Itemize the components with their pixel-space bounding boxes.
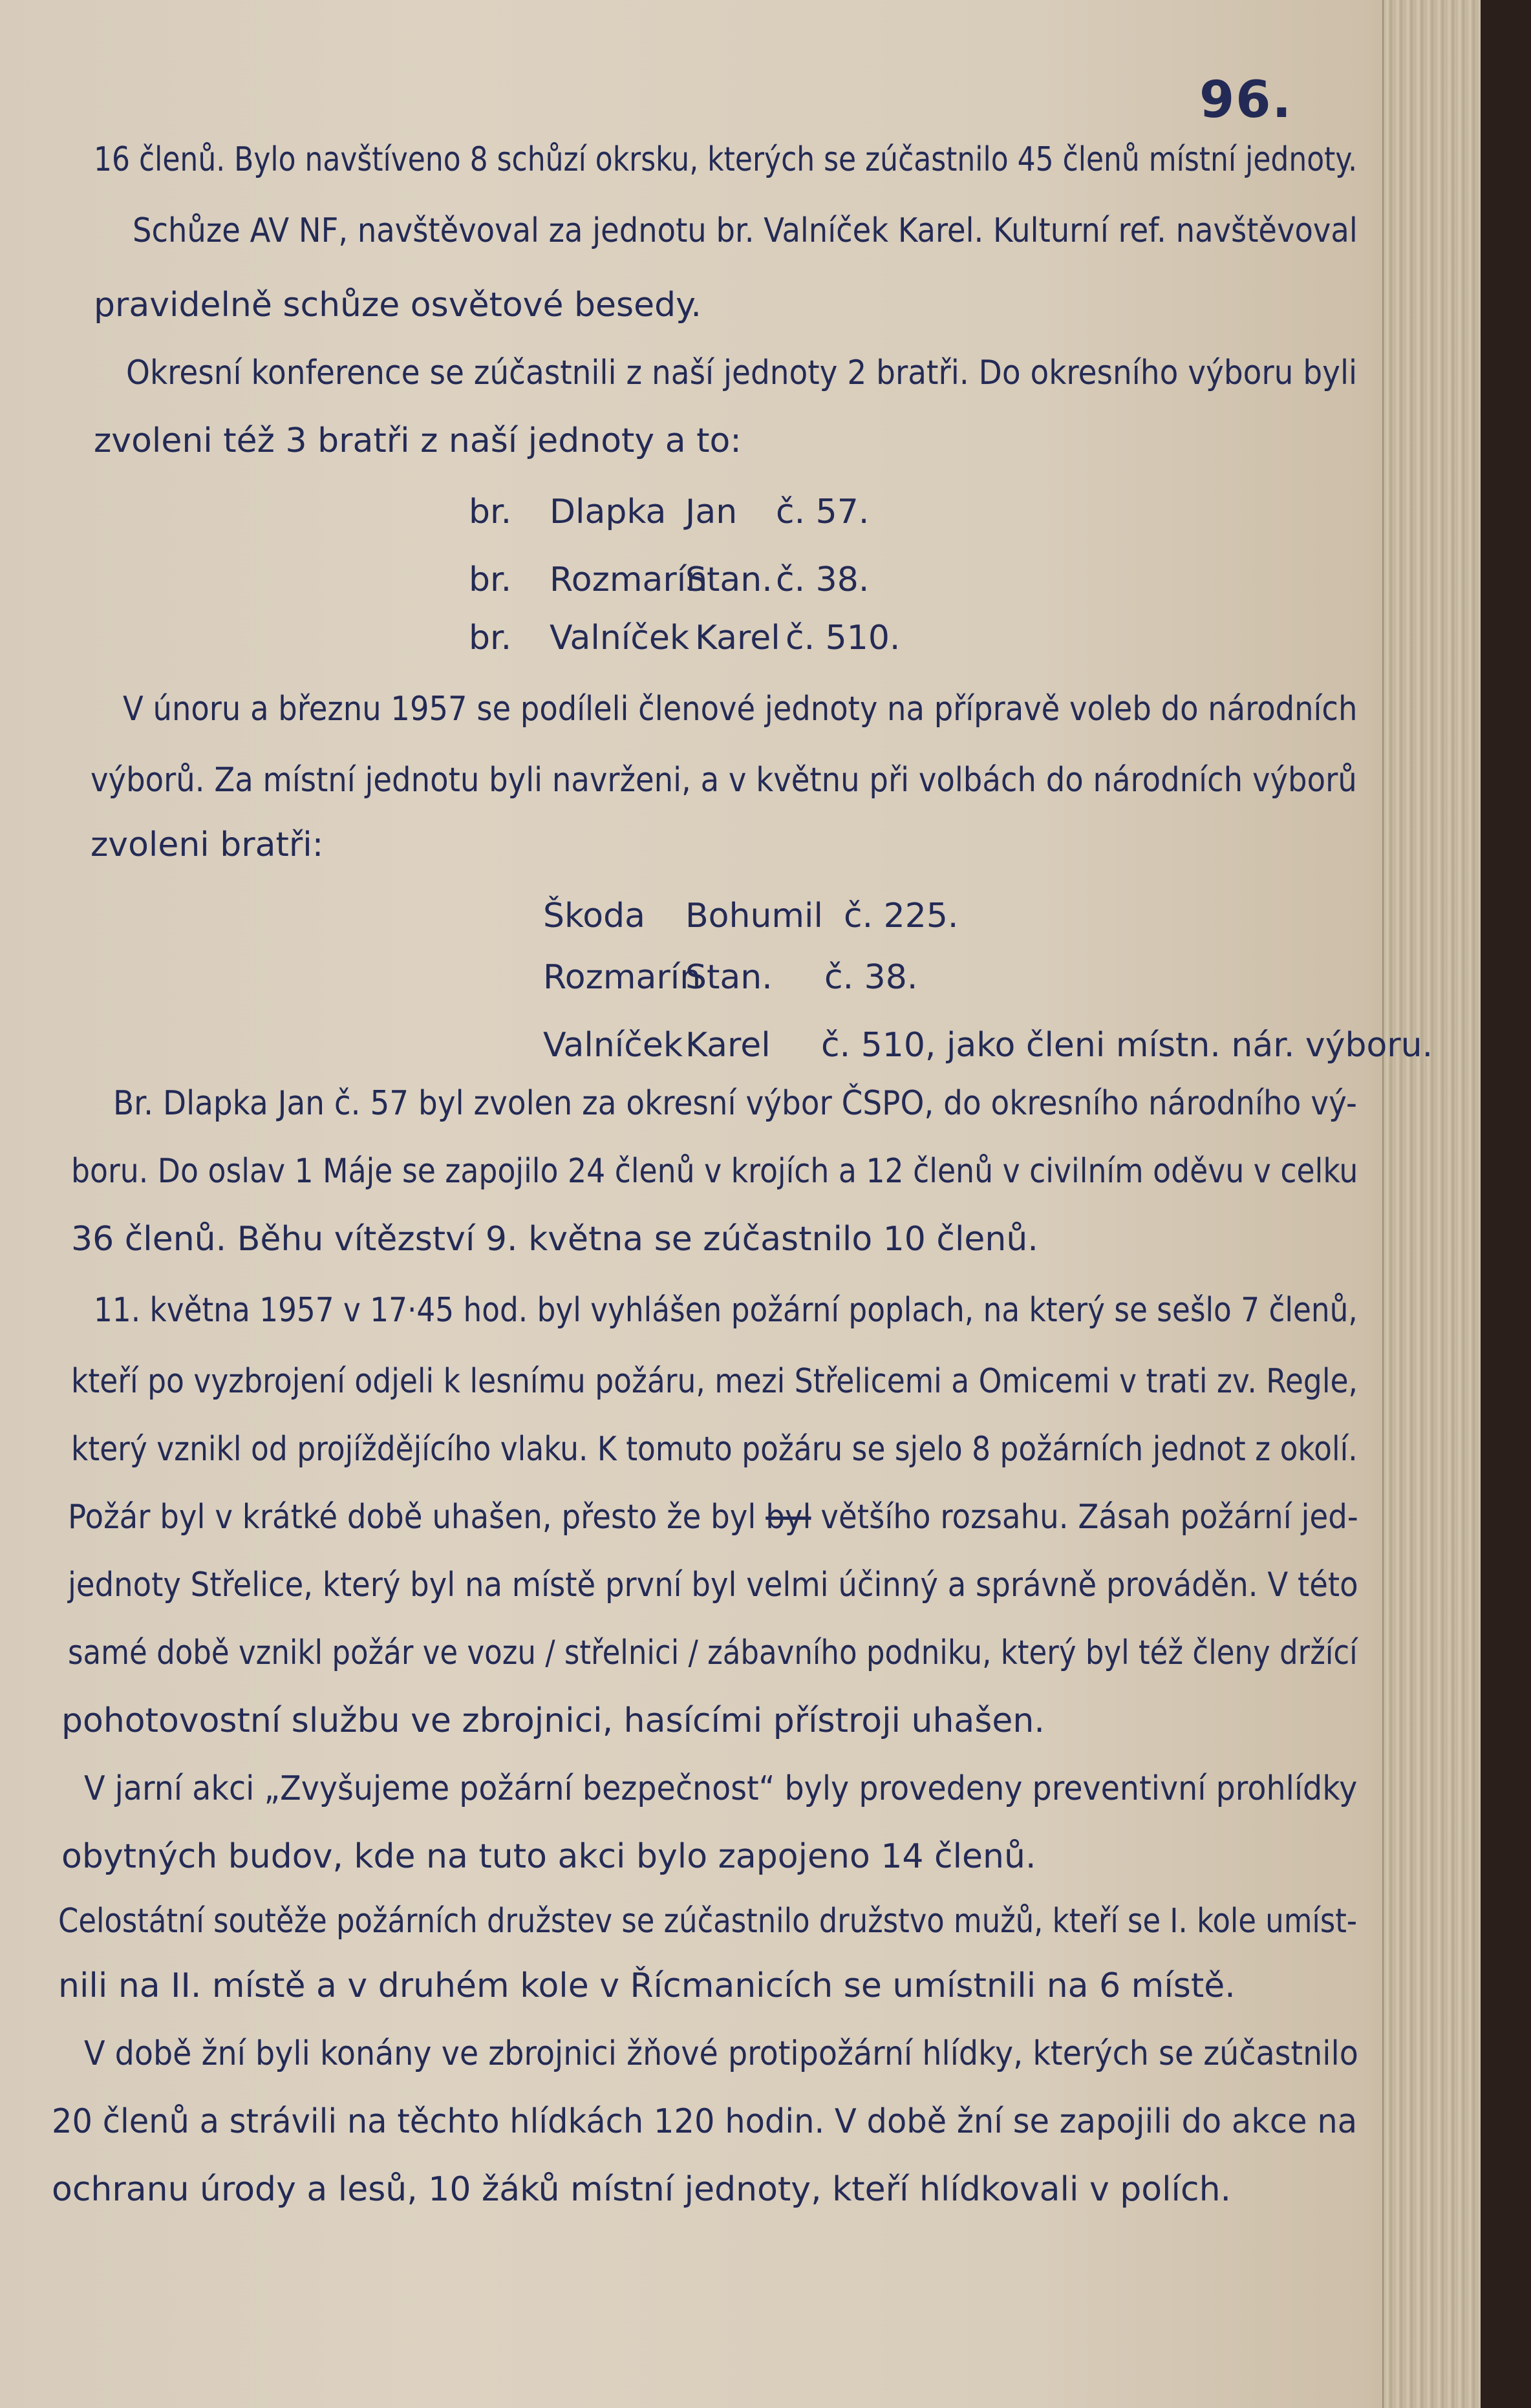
list-firstname: Karel xyxy=(685,1026,771,1065)
text-fragment: Požár byl v krátké době uhašen, přesto že byl xyxy=(68,1498,756,1537)
list-number: č. 38. xyxy=(824,958,918,997)
text-fragment: většího rozsahu. Zásah požární jed- xyxy=(820,1498,1358,1537)
list-title: br. xyxy=(469,560,512,599)
list-firstname: Jan xyxy=(685,493,738,531)
list-firstname: Karel xyxy=(695,619,780,657)
page-number: 96. xyxy=(1199,71,1293,129)
text-line: zvoleni bratři: xyxy=(91,826,324,864)
text-line: ochranu úrody a lesů, 10 žáků místní jednoty, kteří hlídkovali v polích. xyxy=(52,2170,1232,2209)
list-number: č. 57. xyxy=(776,493,870,531)
list-surname: Škoda xyxy=(543,897,645,935)
text-line: zvoleni též 3 bratři z naší jednoty a to: xyxy=(94,421,742,460)
text-line: V jarní akci „Zvyšujeme požární bezpečnost“ byly provedeny preventivní prohlídky xyxy=(84,1769,1358,1808)
text-line: Celostátní soutěže požárních družstev se zúčastnilo družstvo mužů, kteří se I. kole umíst- xyxy=(58,1902,1358,1941)
text-line: V únoru a březnu 1957 se podíleli členové jednoty na přípravě voleb do národních xyxy=(123,690,1358,729)
list-surname: Dlapka xyxy=(550,493,667,531)
text-line: nili na II. místě a v druhém kole v Řícmanicích se umístnili na 6 místě. xyxy=(58,1966,1236,2005)
list-number: č. 225. xyxy=(844,897,959,935)
text-line: 11. května 1957 v 17·45 hod. byl vyhlášen požární poplach, na který se sešlo 7 členů, xyxy=(94,1291,1358,1330)
text-line: 16 členů. Bylo navštíveno 8 schůzí okrsku, kterých se zúčastnilo 45 členů místní jednoty. xyxy=(94,140,1358,179)
text-line xyxy=(68,1497,1358,1538)
list-surname: Valníček xyxy=(550,619,689,657)
list-surname: Rozmarín xyxy=(543,958,701,997)
list-number: č. 510, jako členi místn. nár. výboru. xyxy=(821,1026,1433,1065)
text-line: který vznikl od projíždějícího vlaku. K tomuto požáru se sjelo 8 požárních jednot z okolí. xyxy=(71,1430,1358,1469)
text-line: výborů. Za místní jednotu byli navrženi, a v květnu při volbách do národních výborů xyxy=(91,761,1357,800)
text-line: Br. Dlapka Jan č. 57 byl zvolen za okresní výbor ČSPO, do okresního národního vý- xyxy=(113,1084,1357,1123)
text-line: pravidelně schůze osvětové besedy. xyxy=(94,286,701,325)
list-surname: Valníček xyxy=(543,1026,683,1065)
text-line: V době žní byli konány ve zbrojnici žňové protipožární hlídky, kterých se zúčastnilo xyxy=(84,2034,1358,2073)
page-stack-edge xyxy=(1382,0,1481,2408)
text-line: 36 členů. Běhu vítězství 9. května se zúčastnilo 10 členů. xyxy=(71,1220,1038,1259)
text-line: 20 členů a strávili na těchto hlídkách 120 hodin. V době žní se zapojili do akce na xyxy=(52,2102,1358,2141)
text-line: samé době vznikl požár ve vozu / střelnici / zábavního podniku, který byl též členy držící xyxy=(68,1634,1358,1672)
list-firstname: Stan. xyxy=(685,958,773,997)
list-firstname: Bohumil xyxy=(685,897,823,935)
text-line: Okresní konference se zúčastnili z naší jednoty 2 bratři. Do okresního výboru byli xyxy=(126,354,1358,392)
text-line: obytných budov, kde na tuto akci bylo zapojeno 14 členů. xyxy=(61,1837,1036,1876)
list-firstname: Stan. xyxy=(685,560,773,599)
list-surname: Rozmarín xyxy=(550,560,708,599)
list-number: č. 38. xyxy=(776,560,870,599)
text-line: jednoty Střelice, který byl na místě první byl velmi účinný a správně prováděn. V této xyxy=(68,1566,1358,1604)
list-title: br. xyxy=(469,619,512,657)
struck-word: byl xyxy=(766,1498,811,1537)
list-number: č. 510. xyxy=(786,619,901,657)
text-line: Schůze AV NF, navštěvoval za jednotu br. Valníček Karel. Kulturní ref. navštěvoval xyxy=(133,211,1358,250)
text-line: pohotovostní službu ve zbrojnici, hasícími přístroji uhašen. xyxy=(61,1701,1045,1740)
text-line: boru. Do oslav 1 Máje se zapojilo 24 členů v krojích a 12 členů v civilním oděvu v celku xyxy=(71,1152,1358,1191)
list-title: br. xyxy=(469,493,512,531)
text-line: kteří po vyzbrojení odjeli k lesnímu požáru, mezi Střelicemi a Omicemi v trati zv. Regle, xyxy=(71,1362,1358,1401)
